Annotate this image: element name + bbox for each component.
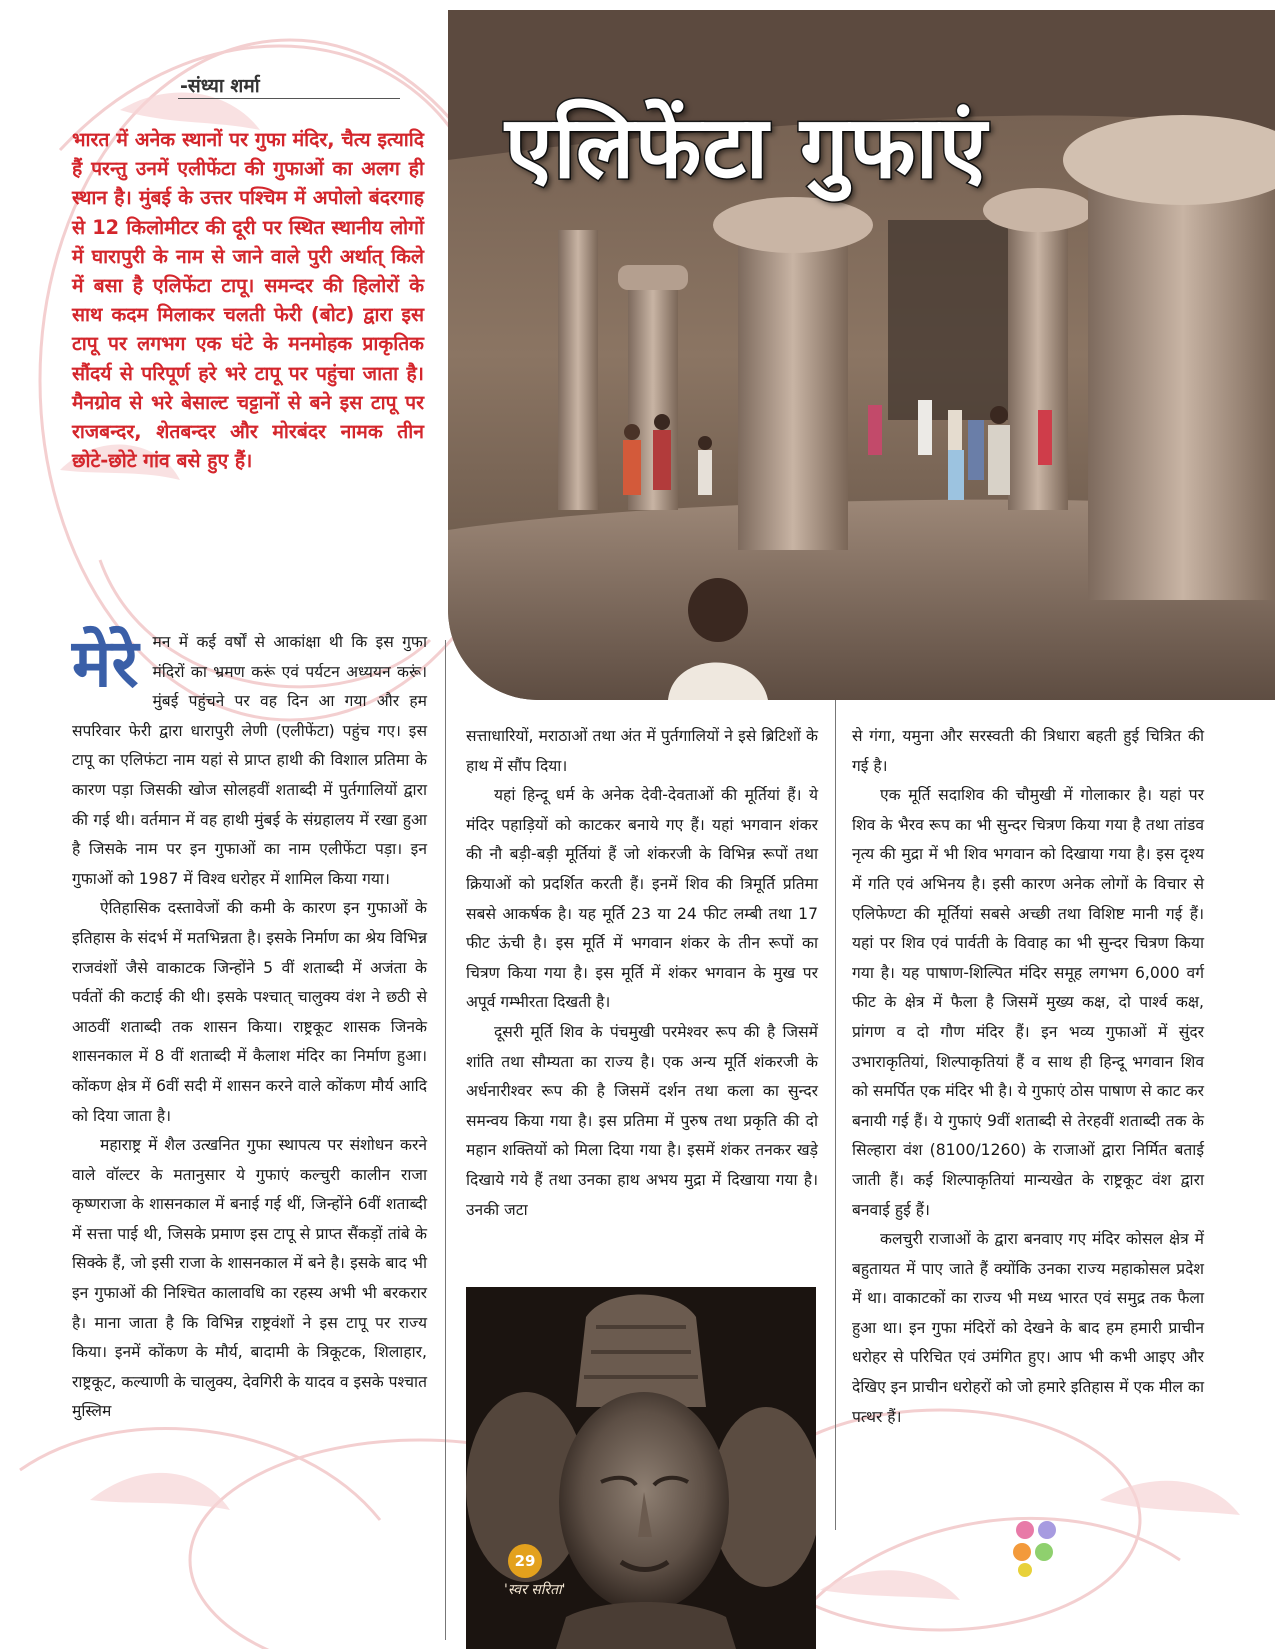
column-1 [72,625,427,1427]
column-3 [852,722,1204,1432]
page-number: 29 [514,1552,536,1570]
byline-rule [178,98,400,99]
col2-paragraph-3: दूसरी मूर्ति शिव के पंचमुखी परमेश्वर रूप की है जिसमें शांति तथा सौम्यता का राज्य है। एक अन्य मूर्ति शंकरजी के अर्धनारीश्वर रूप की है जिसमें दर्शन तथा कला का सुन्दर समन्वय किया गया है। इस प्रतिमा में पुरुष तथा प्रकृति की दो महान शक्तियों को मिला दिया गया है। इसमें शंकर तनकर खड़े दिखाये गये हैं तथा उनका हाथ अभय मुद्रा में दिखाया गया है। उनकी जटा [466,1022,818,1219]
col1-paragraph-2: ऐतिहासिक दस्तावेजों की कमी के कारण इन गुफाओं के इतिहास के संदर्भ में मतभिन्नता है। इसके निर्माण का श्रेय विभिन्न राजवंशों जैसे वाकाटक जिन्होंने 5 वीं शताब्दी में अजंता के पर्वतों की कटाई की थी। इसके पश्चात् चालुक्य वंश ने छठी से आठवीं शताब्दी तक शासन किया। राष्ट्रकूट शासक जिनके शासनकाल में 8 वीं शताब्दी में कैलाश मंदिर का निर्माण हुआ। कोंकण क्षेत्र में 6वीं सदी में शासन करने वाले कोंकण मौर्य आदि को दिया जाता है। [72,899,427,1125]
col2-paragraph-1: सत्ताधारियों, मराठाओं तथा अंत में पुर्तगालियों ने इसे ब्रिटिशों के हाथ में सौंप दिया। [466,727,818,775]
col1-paragraph-1-text: मन में कई वर्षों से आकांक्षा थी कि इस गुफा मंदिरों का भ्रमण करूं एवं पर्यटन अध्ययन करूं। मुंबई पहुंचने पर वह दिन आ गया और हम सपरिवार फेरी द्वारा धारापुरी लेणी (एलीफेंटा) पहुंच गए। इस टापू का एलिफंटा नाम यहां से प्राप्त हाथी की विशाल प्रतिमा के कारण पड़ा जिसकी खोज सोलहवीं शताब्दी में पुर्तगालियों द्वारा की गई थी। वर्तमान में वह हाथी मुंबई के संग्रहालय में रखा हुआ है जिसके नाम पर इन गुफाओं का नाम एलीफेंटा पड़ा। इन गुफाओं को 1987 में विश्व धरोहर में शामिल किया गया। [72,633,427,888]
end-ornament-dots-icon [1010,1518,1070,1578]
page-number-badge [508,1544,542,1578]
column-divider-1 [445,640,446,1640]
col3-paragraph-2: एक मूर्ति सदाशिव की चौमुखी में गोलाकार है। यहां पर शिव के भैरव रूप का भी सुन्दर चित्रण किया गया है तथा तांडव नृत्य की मुद्रा में भी शिव भगवान को दिखाया गया है। इस दृश्य में गति एवं अभिनय है। इसी कारण अनेक लोगों के विचार से एलिफेण्टा की मूर्तियां सबसे अच्छी तथा विशिष्ट मानी गई हैं। यहां पर शिव एवं पार्वती के विवाह का भी सुन्दर चित्रण किया गया है। यह पाषाण-शिल्पित मंदिर समूह लगभग 6,000 वर्ग फीट के क्षेत्र में फैला है जिसमें मुख्य कक्ष, दो पार्श्व कक्ष, प्रांगण व दो गौण मंदिर हैं। इन भव्य गुफाओं में सुंदर उभाराकृतियां, शिल्पाकृतियां हैं व साथ ही हिन्दू भगवान शिव को समर्पित एक मंदिर भी है। ये गुफाएं ठोस पाषाण से काट कर बनायी गई हैं। ये गुफाएं 9वीं शताब्दी से तेरहवीं शताब्दी तक के सिल्हारा वंश (8100/1260) के राजाओं द्वारा निर्मित बताई जाती हैं। कई शिल्पाकृतियां मान्यखेत के राष्ट्रकूट वंश द्वारा बनवाई हुई हैं। [852,786,1204,1219]
author-byline: -संध्या शर्मा [180,75,260,97]
column-divider-2 [835,700,836,1530]
article-headline: एलिफेंटा गुफाएं [505,98,988,198]
col1-paragraph-3: महाराष्ट्र में शैल उत्खनित गुफा स्थापत्य पर संशोधन करने वाले वॉल्टर के मतानुसार ये गुफाएं कल्चुरी कालीन राजा कृष्णराजा के शासनकाल में बनाई गई थीं, जिन्होंने 6वीं शताब्दी में सत्ता पाई थी, जिसके प्रमाण इस टापू से प्राप्त सैंकड़ों तांबे के सिक्के हैं, जो इसी राजा के शासनकाल में बने है। इसके बाद भी इन गुफाओं की निश्चित कालावधि का रहस्य अभी भी बरकरार है। माना जाता है कि विभिन्न राष्ट्रवंशों ने इस टापू पर राज्य किया। इनमें कोंकण के मौर्य, बादामी के त्रिकूटक, शिलाहार, राष्ट्रकूट, कल्याणी के चालुक्य, देवगिरी के यादव व इसके पश्चात मुस्लिम [72,1136,427,1421]
drop-cap: मेरे [72,625,139,702]
col2-paragraph-2: यहां हिन्दू धर्म के अनेक देवी-देवताओं की मूर्तियां हैं। ये मंदिर पहाड़ियों को काटकर बनाये गए हैं। यहां भगवान शंकर की नौ बड़ी-बड़ी मूर्तियां हैं जो शंकरजी के विभिन्न रूपों तथा क्रियाओं को प्रदर्शित करती हैं। इनमें शिव की त्रिमूर्ति प्रतिमा सबसे आकर्षक है। यह मूर्ति 23 या 24 फीट लम्बी तथा 17 फीट ऊंची है। इस मूर्ति में भगवान शंकर के तीन रूपों का चित्रण किया गया है। इस मूर्ति में शंकर भगवान के मुख पर अपूर्व गम्भीरता दिखती है। [466,786,818,1012]
col3-paragraph-1: से गंगा, यमुना और सरस्वती की त्रिधारा बहती हुई चित्रित की गई है। [852,727,1204,775]
col1-paragraph-1 [72,625,427,894]
column-2 [466,722,818,1225]
intro-paragraph: भारत में अनेक स्थानों पर गुफा मंदिर, चैत्य इत्यादि हैं परन्तु उनमें एलीफेंटा की गुफाओं का अलग ही स्थान है। मुंबई के उत्तर पश्चिम में अपोलो बंदरगाह से 12 किलोमीटर की दूरी पर स्थित स्थानीय लोगों में घारापुरी के नाम से जाने वाले पुरी अर्थात् किले में बसा है एलिफेंटा टापू। समन्दर की हिलोरों के साथ कदम मिलाकर चलती फेरी (बोट) द्वारा इस टापू पर लगभग एक घंटे के मनमोहक प्राकृतिक सौंदर्य से परिपूर्ण हरे भरे टापू पर पहुंचा जाता है। मैनग्रोव से भरे बेसाल्ट चट्टानों से बने इस टापू पर राजबन्दर, शेतबन्दर और मोरबंदर नामक तीन छोटे-छोटे गांव बसे हुए हैं। [72,128,424,473]
col3-paragraph-3: कलचुरी राजाओं के द्वारा बनवाए गए मंदिर कोसल क्षेत्र में बहुतायत में पाए जाते हैं क्योंकि उनका राज्य महाकोसल प्रदेश में था। वाकाटकों का राज्य भी मध्य भारत एवं समुद्र तक फैला हुआ था। इन गुफा मंदिरों को देखने के बाद हम हमारी प्राचीन धरोहर से परिचित एवं उमंगित हुए। आप भी कभी आइए और देखिए इन प्राचीन धरोहरों को जो हमारे इतिहास में एक मील का पत्थर हैं। [852,1230,1204,1426]
magazine-name: 'स्वर सरिता' [504,1582,566,1598]
